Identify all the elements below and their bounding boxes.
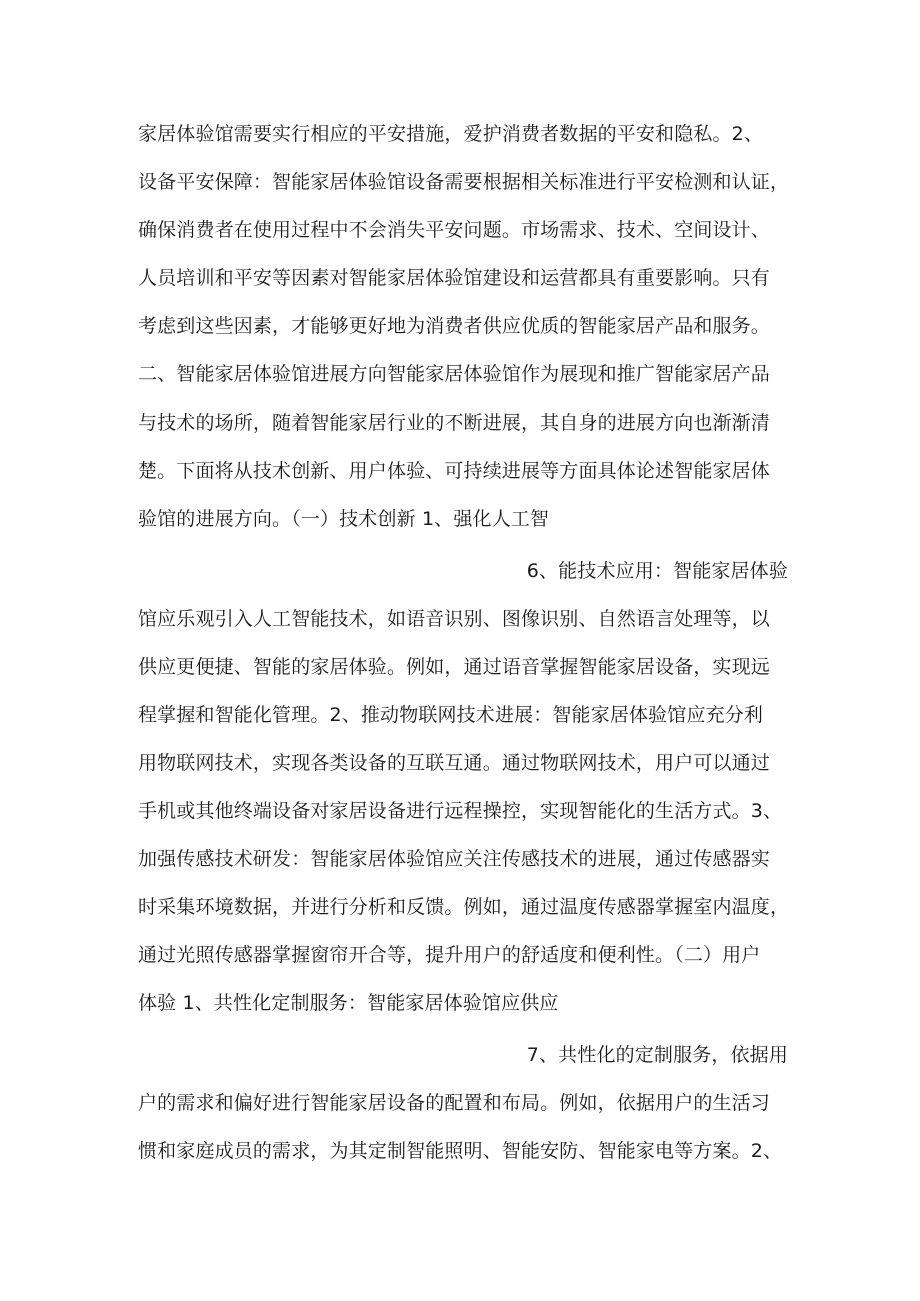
text-line: 馆应乐观引入人工智能技术，如语音识别、图像识别、自然语言处理等，以 bbox=[138, 608, 770, 630]
text-line: 与技术的场所，随着智能家居行业的不断进展，其自身的进展方向也渐渐清 bbox=[138, 412, 770, 434]
text-line: 程掌握和智能化管理。2、推动物联网技术进展：智能家居体验馆应充分利 bbox=[138, 704, 764, 726]
text-line: 考虑到这些因素，才能够更好地为消费者供应优质的智能家居产品和服务。 bbox=[138, 315, 770, 337]
text-line: 用物联网技术，实现各类设备的互联互通。通过物联网技术，用户可以通过 bbox=[138, 752, 770, 774]
text-line: 验馆的进展方向。（一）技术创新 1、强化人工智 bbox=[138, 508, 550, 530]
text-line: 楚。下面将从技术创新、用户体验、可持续进展等方面具体论述智能家居体 bbox=[138, 460, 770, 482]
text-line: 设备平安保障：智能家居体验馆设备需要根据相关标准进行平安检测和认证， bbox=[138, 171, 790, 193]
text-line-indented: 7、共性化的定制服务，依据用 bbox=[526, 1044, 788, 1066]
text-line: 二、智能家居体验馆进展方向智能家居体验馆作为展现和推广智能家居产品 bbox=[138, 363, 770, 385]
text-line: 手机或其他终端设备对家居设备进行远程操控，实现智能化的生活方式。3、 bbox=[138, 800, 783, 822]
text-line: 时采集环境数据，并进行分析和反馈。例如，通过温度传感器掌握室内温度， bbox=[138, 896, 790, 918]
text-line: 加强传感技术研发：智能家居体验馆应关注传感技术的进展，通过传感器实 bbox=[138, 848, 770, 870]
text-line: 体验 1、共性化定制服务：智能家居体验馆应供应 bbox=[138, 992, 559, 1014]
text-line: 惯和家庭成员的需求，为其定制智能照明、智能安防、智能家电等方案。2、 bbox=[138, 1140, 783, 1162]
text-line: 确保消费者在使用过程中不会消失平安问题。市场需求、技术、空间设计、 bbox=[138, 219, 770, 241]
text-line: 供应更便捷、智能的家居体验。例如，通过语音掌握智能家居设备，实现远 bbox=[138, 656, 770, 678]
text-line: 户的需求和偏好进行智能家居设备的配置和布局。例如，依据用户的生活习 bbox=[138, 1092, 770, 1114]
text-line: 人员培训和平安等因素对智能家居体验馆建设和运营都具有重要影响。只有 bbox=[138, 267, 770, 289]
text-line: 通过光照传感器掌握窗帘开合等，提升用户的舒适度和便利性。（二）用户 bbox=[138, 944, 761, 966]
text-line-indented: 6、能技术应用：智能家居体验 bbox=[526, 560, 788, 582]
text-line: 家居体验馆需要实行相应的平安措施，爱护消费者数据的平安和隐私。2、 bbox=[138, 123, 764, 145]
